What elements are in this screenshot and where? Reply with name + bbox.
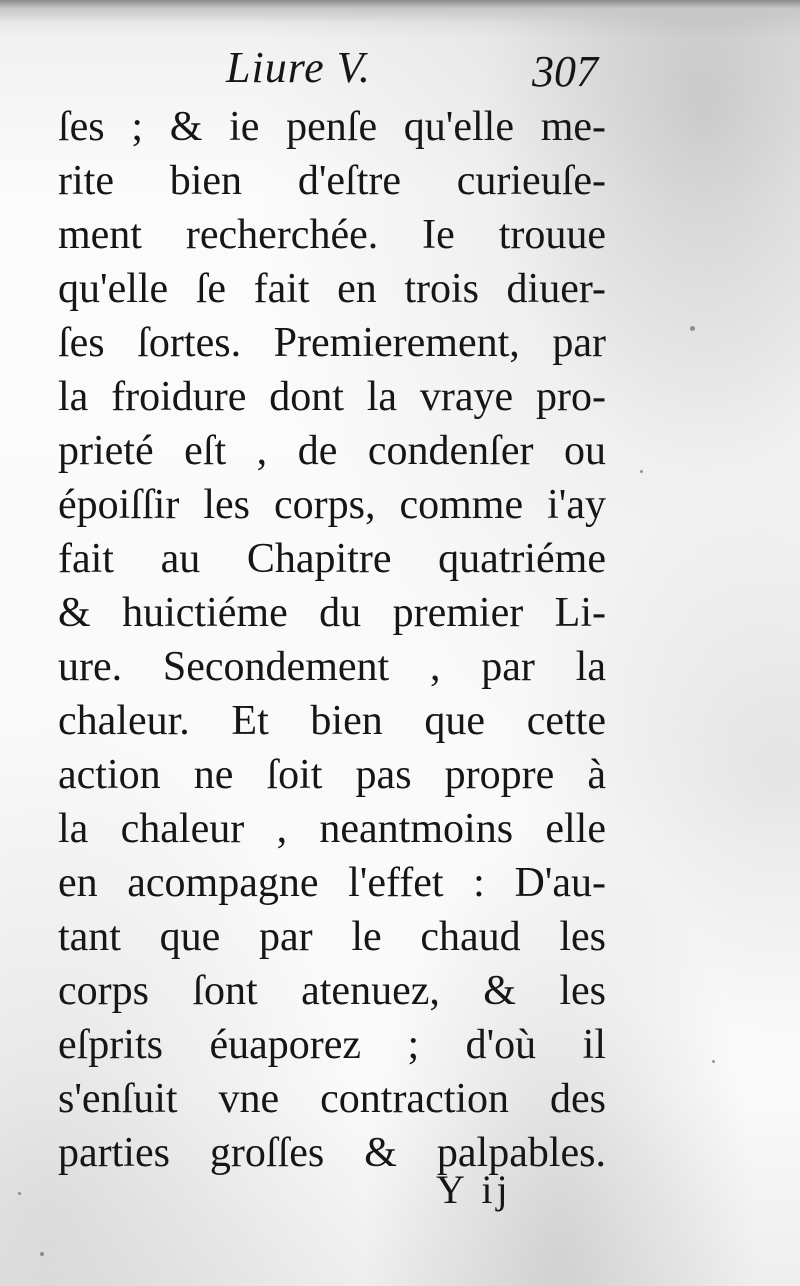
text-line: ure. Secondement , par la xyxy=(58,644,606,690)
page-number: 307 xyxy=(532,47,598,96)
text-line: fait au Chapitre quatriéme xyxy=(58,536,606,582)
text-line: eſprits éuaporez ; d'où il xyxy=(58,1022,606,1068)
text-line: qu'elle ſe fait en trois diuer- xyxy=(58,266,606,312)
text-line: en acompagne l'effet : D'au- xyxy=(58,860,606,906)
text-line: époiſſir les corps, comme i'ay xyxy=(58,482,606,528)
paper-speck xyxy=(712,1060,715,1063)
running-head: Liure V. xyxy=(226,43,371,92)
text-line: prieté eſt , de condenſer ou xyxy=(58,428,606,474)
text-line: la froidure dont la vraye pro- xyxy=(58,374,606,420)
text-line: & huictiéme du premier Li- xyxy=(58,590,606,636)
text-line: la chaleur , neantmoins elle xyxy=(58,806,606,852)
paper-speck xyxy=(18,1192,21,1195)
signature-mark: Y ij xyxy=(436,1167,512,1212)
paper-speck xyxy=(40,1252,44,1256)
page-edge-shadow xyxy=(0,0,800,22)
body-text xyxy=(58,100,606,1180)
text-line: ſes ſortes. Premierement, par xyxy=(58,320,606,366)
text-line: tant que par le chaud les xyxy=(58,914,606,960)
text-line: chaleur. Et bien que cette xyxy=(58,698,606,744)
text-line: rite bien d'eſtre curieuſe- xyxy=(58,158,606,204)
paper-speck xyxy=(640,470,643,473)
text-line: s'enſuit vne contraction des xyxy=(58,1076,606,1122)
paper-speck xyxy=(690,326,695,331)
text-line: ment recherchée. Ie trouue xyxy=(58,212,606,258)
text-line: parties groſſes & palpables. xyxy=(58,1130,606,1176)
text-line: action ne ſoit pas propre à xyxy=(58,752,606,798)
text-line: ſes ; & ie penſe qu'elle me- xyxy=(58,104,606,150)
text-line: corps ſont atenuez, & les xyxy=(58,968,606,1014)
